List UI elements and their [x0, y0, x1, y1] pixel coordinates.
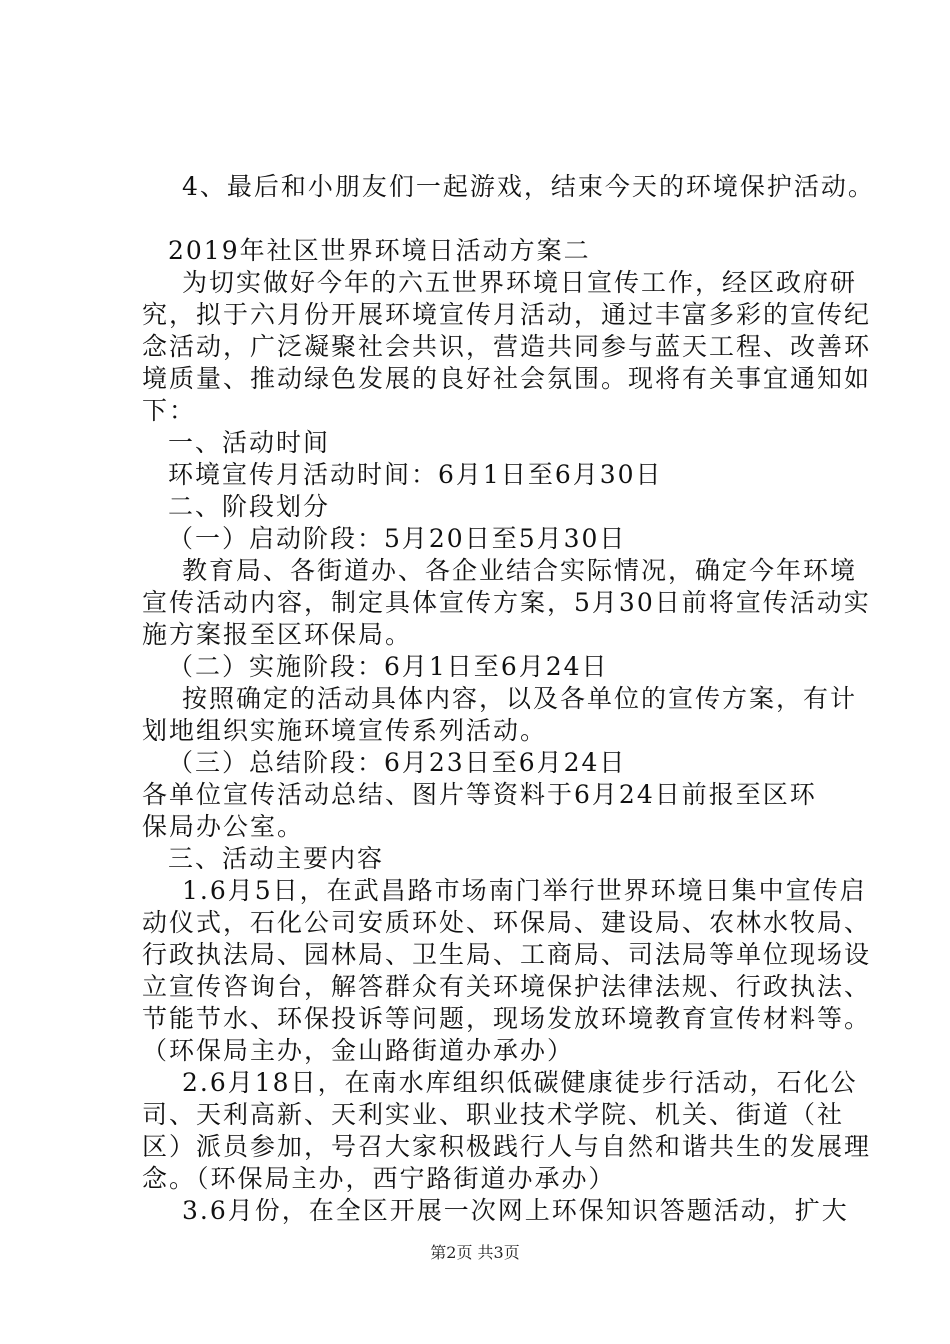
text-line: 立宣传咨询台，解答群众有关环境保护法律法规、行政执法、 [142, 972, 872, 1001]
heading-line: 一、活动时间 [168, 428, 331, 457]
text-line: 教育局、各街道办、各企业结合实际情况，确定今年环境 [182, 556, 858, 585]
section-title: 2019年社区世界环境日活动方案二 [168, 236, 591, 265]
text-line: 环境宣传月活动时间：6月1日至6月30日 [168, 460, 663, 489]
text-line: 动仪式，石化公司安质环处、环保局、建设局、农林水牧局、 [142, 908, 872, 937]
subheading-line: （三）总结阶段：6月23日至6月24日 [168, 748, 627, 777]
paragraph-gap [168, 203, 832, 235]
document-body [142, 171, 875, 1227]
text-line: 3.6月份，在全区开展一次网上环保知识答题活动，扩大 [182, 1196, 849, 1225]
text-line: 施方案报至区环保局。 [142, 620, 413, 649]
text-line: 区）派员参加，号召大家积极践行人与自然和谐共生的发展理 [142, 1132, 872, 1161]
heading-line: 三、活动主要内容 [168, 844, 385, 873]
text-line: 4、最后和小朋友们一起游戏，结束今天的环境保护活动。 [182, 172, 875, 201]
text-line: 按照确定的活动具体内容，以及各单位的宣传方案，有计 [182, 684, 858, 713]
text-line: 保局办公室。 [142, 812, 305, 841]
text-line: 各单位宣传活动总结、图片等资料于6月24日前报至区环 [142, 780, 817, 809]
subheading-line: （一）启动阶段：5月20日至5月30日 [168, 524, 627, 553]
text-line: 行政执法局、园林局、卫生局、工商局、司法局等单位现场设 [142, 940, 872, 969]
subheading-line: （二）实施阶段：6月1日至6月24日 [168, 652, 609, 681]
text-line: 宣传活动内容，制定具体宣传方案，5月30日前将宣传活动实 [142, 588, 871, 617]
heading-line: 二、阶段划分 [168, 492, 331, 521]
text-line: 下： [142, 396, 197, 425]
page-number-footer: 第2页 共3页 [430, 1243, 520, 1262]
text-line: 1.6月5日，在武昌路市场南门举行世界环境日集中宣传启 [182, 876, 867, 905]
text-line: 节能节水、环保投诉等问题，现场发放环境教育宣传材料等。 [142, 1004, 872, 1033]
text-line: 划地组织实施环境宣传系列活动。 [142, 716, 548, 745]
text-line: 2.6月18日，在南水库组织低碳健康徒步行活动，石化公 [182, 1068, 858, 1097]
text-line: 为切实做好今年的六五世界环境日宣传工作，经区政府研 [182, 268, 858, 297]
text-line: （环保局主办，金山路街道办承办） [142, 1036, 575, 1065]
text-line: 究，拟于六月份开展环境宣传月活动，通过丰富多彩的宣传纪 [142, 300, 872, 329]
text-line: 境质量、推动绿色发展的良好社会氛围。现将有关事宜通知如 [142, 364, 872, 393]
text-line: 念活动，广泛凝聚社会共识，营造共同参与蓝天工程、改善环 [142, 332, 872, 361]
text-line: 念。（环保局主办，西宁路街道办承办） [142, 1164, 616, 1193]
text-line: 司、天利高新、天利实业、职业技术学院、机关、街道（社 [142, 1100, 845, 1129]
